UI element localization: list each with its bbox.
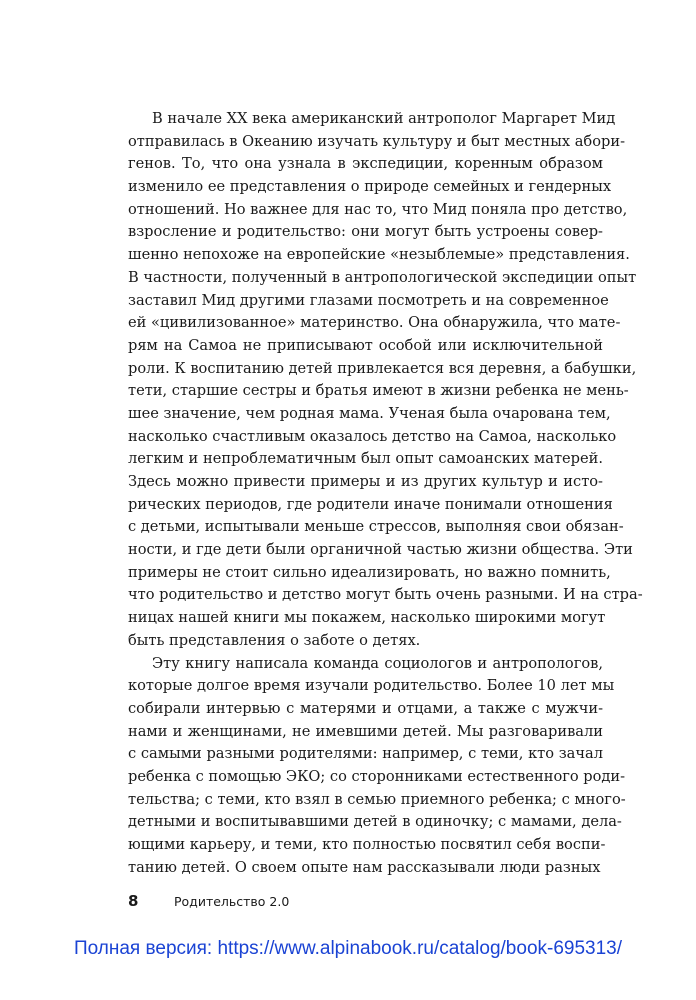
text-line: которые долгое время изучали родительство. Более 10 лет мы — [128, 677, 615, 695]
text-line: ности, и где дети были органичной частью жизни общества. Эти — [128, 541, 633, 559]
text-line: отношений. Но важнее для нас то, что Мид поняла про детство, — [128, 200, 628, 218]
text-line: генов. То, что она узнала в экспедиции, коренным образом — [128, 155, 603, 173]
text-line: шенно непохоже на европейские «незыблемые» представления. — [128, 246, 630, 264]
text-line: ницах нашей книги мы покажем, насколько широкими могут — [128, 609, 606, 627]
text-line: тети, старшие сестры и братья имеют в жизни ребенка не мень- — [128, 382, 629, 400]
text-line: заставил Мид другими глазами посмотреть и на современное — [128, 291, 609, 309]
text-line: с самыми разными родителями: например, с теми, кто зачал — [128, 745, 603, 763]
text-line: Здесь можно привести примеры и из других культур и исто- — [128, 473, 603, 490]
text-line: насколько счастливым оказалось детство на Самоа, насколько — [128, 427, 617, 445]
text-line: отправилась в Океанию изучать культуру и быт местных абори- — [128, 132, 626, 150]
page-footer — [128, 892, 289, 912]
text-line: примеры не стоит сильно идеализировать, но важно помнить, — [128, 563, 611, 581]
text-line: ющими карьеру, и теми, кто полностью посвятил себя воспи- — [128, 836, 606, 853]
text-line: В частности, полученный в антропологической экспедиции опыт — [128, 268, 637, 286]
text-line: легким и непроблематичным был опыт самоанских матерей. — [128, 450, 603, 468]
text-line: рям на Самоа не приписывают особой или исключительной — [128, 336, 603, 354]
text-line: изменило ее представления о природе семейных и гендерных — [128, 178, 612, 196]
text-line: В начале XX века американский антрополог Маргарет Мид — [152, 110, 616, 127]
text-line: взросление и родительство: они могут быть устроены совер- — [128, 223, 603, 241]
text-line: нами и женщинами, не имевшими детей. Мы разговаривали — [128, 722, 603, 740]
text-line: собирали интервью с матерями и отцами, а также с мужчи- — [128, 699, 603, 717]
text-line: тельства; с теми, кто взял в семью приемного ребенка; с много- — [128, 790, 626, 808]
page-number: 8 — [128, 892, 139, 910]
text-line: детными и воспитывавшими детей в одиночку; с мамами, дела- — [128, 813, 622, 831]
text-line: ребенка с помощью ЭКО; со сторонниками естественного роди- — [128, 767, 626, 785]
text-line: что родительство и детство могут быть очень разными. И на стра- — [128, 586, 643, 604]
text-line: быть представления о заботе о детях. — [128, 631, 421, 649]
text-line: роли. К воспитанию детей привлекается вся деревня, а бабушки, — [128, 359, 637, 377]
full-version-link[interactable]: Полная версия: https://www.alpinabook.ru/catalog/book-695313/ — [73, 938, 623, 959]
paragraph — [128, 108, 643, 653]
text-line: рических периодов, где родители иначе понимали отношения — [128, 495, 613, 513]
text-line: с детьми, испытывали меньше стрессов, выполняя свои обязан- — [128, 518, 624, 536]
text-line: Эту книгу написала команда социологов и антропологов, — [152, 654, 603, 672]
running-title: Родительство 2.0 — [174, 894, 290, 909]
text-line: танию детей. О своем опыте нам рассказывали люди разных — [128, 858, 601, 876]
paragraph — [128, 653, 626, 880]
text-line: ей «цивилизованное» материнство. Она обнаружила, что мате- — [128, 314, 621, 332]
body-text — [128, 108, 643, 879]
text-line: шее значение, чем родная мама. Ученая была очарована тем, — [128, 404, 611, 422]
